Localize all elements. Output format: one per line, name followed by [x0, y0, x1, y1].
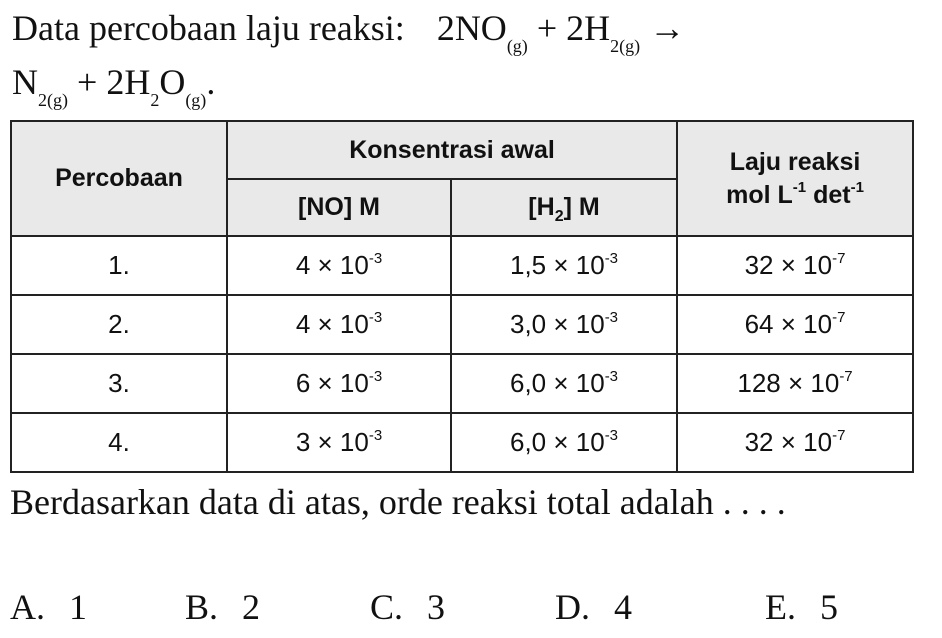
cell-percobaan: 2. [11, 295, 227, 354]
option-c[interactable] [370, 585, 445, 629]
option-letter: E. [765, 587, 796, 627]
option-value: 4 [614, 587, 632, 627]
conclusion-question: Berdasarkan data di atas, orde reaksi total adalah . . . . [10, 482, 786, 522]
question-intro: Data percobaan laju reaksi: [12, 8, 405, 48]
cell-laju: $128 \times 10^{-7}$ [677, 354, 913, 413]
cell-percobaan: 1. [11, 236, 227, 295]
reaction-arrow: → [649, 8, 686, 48]
option-value: 1 [69, 587, 87, 627]
header-laju-line-1: Laju reaksi [729, 147, 861, 176]
cell-no: $4 \times 10^{-3}$ [227, 295, 451, 354]
option-b[interactable] [185, 585, 260, 629]
option-letter: B. [185, 587, 219, 627]
cell-h2: $6,0 \times 10^{-3}$ [451, 354, 677, 413]
cell-laju: $32 \times 10^{-7}$ [677, 413, 913, 472]
table-row [11, 236, 913, 295]
option-letter: D. [555, 587, 590, 627]
table-row [11, 295, 913, 354]
plus-sign-2: + [77, 62, 98, 102]
cell-percobaan: 4. [11, 413, 227, 472]
cell-h2: $6,0 \times 10^{-3}$ [451, 413, 677, 472]
cell-percobaan: 3. [11, 354, 227, 413]
option-e[interactable] [765, 585, 838, 629]
option-value: 2 [242, 587, 261, 627]
header-percobaan: Percobaan [11, 121, 227, 236]
plus-sign: + [536, 8, 558, 48]
cell-no: $6 \times 10^{-3}$ [227, 354, 451, 413]
reactant-no: $2NO_{(g)}$ [436, 8, 528, 56]
equation-period: . [206, 62, 216, 102]
header-h2: $[H_2]$ M [451, 179, 677, 236]
table-row [11, 413, 913, 472]
header-laju-line-2: mol $L^{-1}$ $\det^{-1}$ [726, 178, 864, 209]
product-h2o: $2H_2O_{(g)}$ [106, 62, 207, 110]
data-table [10, 120, 914, 473]
question-text-line-2 [12, 60, 216, 110]
cell-laju: $64 \times 10^{-7}$ [677, 295, 913, 354]
cell-laju: $32 \times 10^{-7}$ [677, 236, 913, 295]
header-no: [NO] M [227, 179, 451, 236]
cell-h2: $3,0 \times 10^{-3}$ [451, 295, 677, 354]
option-letter: A. [10, 587, 45, 627]
table-row [11, 354, 913, 413]
cell-no: $4 \times 10^{-3}$ [227, 236, 451, 295]
option-a[interactable] [10, 585, 87, 629]
cell-no: $3 \times 10^{-3}$ [227, 413, 451, 472]
option-d[interactable] [555, 585, 632, 629]
cell-h2: $1,5 \times 10^{-3}$ [451, 236, 677, 295]
option-value: 5 [820, 587, 838, 627]
option-value: 3 [427, 587, 446, 627]
header-laju-reaksi [677, 121, 913, 236]
reactant-h2: $2H_{2(g)}$ [566, 8, 641, 56]
option-letter: C. [370, 587, 404, 627]
product-n2: $N_{2(g)}$ [12, 62, 68, 110]
header-konsentrasi-awal: Konsentrasi awal [227, 121, 677, 179]
question-text-line-1 [12, 6, 686, 56]
